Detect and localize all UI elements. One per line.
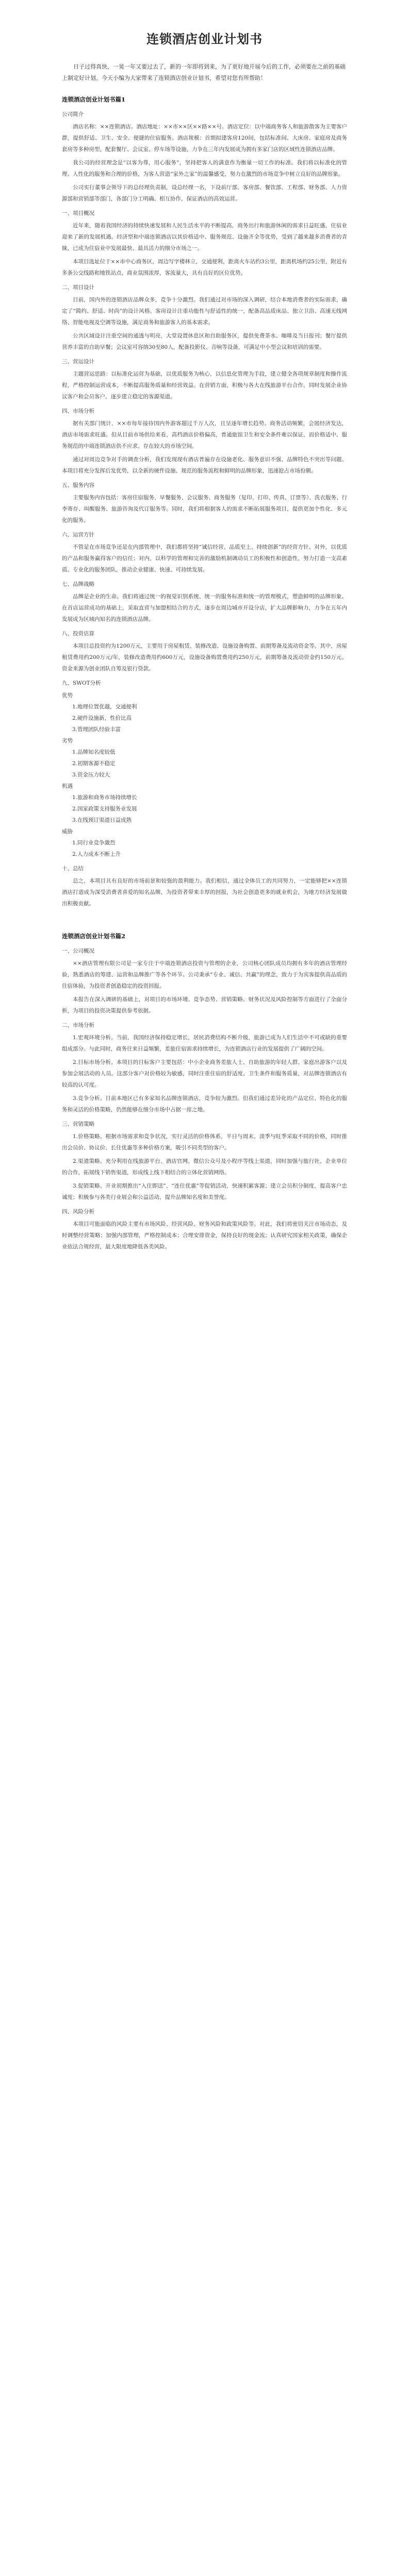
body-paragraph: 目前，国内外的连锁酒店品牌众多，竞争十分激烈。我们通过对市场的深入调研，结合本地消费者的实际需求，确定了“简约、舒适、时尚”的设计风格。客房设计注重功能性与舒适性的统一，配备高品质床品、独立卫浴、高速无线网络、智能电视及空调等设施，满足商务和旅游客人的基本需求。 xyxy=(62,297,347,326)
document-title: 连锁酒店创业计划书 xyxy=(146,31,263,46)
body-paragraph: 2.渠道策略。充分利用在线旅游平台、酒店官网、微信公众号及小程序等线上渠道，同时加强与旅行社、企业单位的合作，拓展线下销售渠道，形成线上线下相结合的立体化营销网络。 xyxy=(62,1158,347,1176)
body-paragraph: 3.竞争分析。目前本地区已有多家知名品牌连锁酒店，竞争较为激烈。但我们通过差异化的产品定位、特色化的服务和灵活的价格策略，仍然能够在细分市场中占据一席之地。 xyxy=(62,1095,347,1113)
list-item: 2.国家政策支持服务业发展 xyxy=(72,806,137,812)
plan-section xyxy=(62,95,347,909)
list-item: 1.旅游和商务市场持续增长 xyxy=(72,794,137,801)
list-item: 1.同行业竞争激烈 xyxy=(72,840,116,846)
list-item: 1.地理位置优越，交通便利 xyxy=(72,704,137,710)
list-item: 3.资金压力较大 xyxy=(72,772,110,778)
section-heading: 一、公司概况 xyxy=(62,948,94,954)
list-item: 3.在线预订渠道日益成熟 xyxy=(72,817,132,823)
list-item: 优势 xyxy=(62,692,73,699)
body-paragraph: 通过对周边竞争对手的调查分析，我们发现现有酒店普遍存在设施老化、服务意识不强、品牌特色不突出等问题。本项目将充分发挥后发优势，以全新的硬件设施、规范的服务流程和鲜明的品牌形象，迅速抢占市场份额。 xyxy=(62,456,347,474)
body-paragraph: ××酒店管理有限公司是一家专注于中端连锁酒店投资与管理的企业，公司核心团队成员均拥有多年的酒店管理经验，熟悉酒店的筹建、运营和品牌推广等各个环节。公司秉承“专业、诚信、共赢”的理念，致力于为宾客提供高品质的住宿体验，为投资者创造稳定的投资回报。 xyxy=(62,960,347,989)
body-paragraph: 主题营运思路：以标准化运营为基础，以优质服务为核心，以信息化管理为手段，建立健全各项规章制度和操作流程，严格控制运营成本，不断提高服务质量和经营效益。在营销方面，积极与各大在线旅游平台合作，同时发展企业协议客户和会员客户，逐步建立稳定的客源渠道。 xyxy=(62,371,347,400)
intro-paragraph: 日子过得真快，一晃一年又要过去了，新的一年即将到来，为了更好地开展今后的工作，必须要在之前的基础上制定好计划。今天小编为大家带来了连锁酒店创业计划书，希望对您有所帮助！ xyxy=(62,63,346,81)
list-item: 2.人力成本不断上升 xyxy=(72,851,121,857)
body-paragraph: 本报告在深入调研的基础上，对项目的市场环境、竞争态势、营销策略、财务状况及风险控制等方面进行了全面分析，为项目的投资决策提供参考依据。 xyxy=(62,996,347,1014)
section-gap xyxy=(62,911,347,925)
section-heading: 三、营运设计 xyxy=(62,359,94,365)
list-item: 机遇 xyxy=(62,783,73,789)
section-title: 连锁酒店创业计划书篇2 xyxy=(62,933,126,940)
body-paragraph: 本项目可能面临的风险主要有市场风险、经营风险、财务风险和政策风险等。对此，我们将密切关注市场动态，及时调整经营策略；加强内部管理，严格控制成本；合理安排资金，保持良好的现金流；认真研究国家相关政策，确保企业依法合规经营，最大限度地降低各类风险。 xyxy=(62,1221,347,1250)
body-paragraph: 不管是在市场竞争还是在内部管理中，我们都将坚持“诚信经营、品质至上、持续创新”的经营方针。对外，以优质的产品和服务赢得客户的信任；对内，以科学的管理和完善的激励机制调动员工的积极性和创造性，努力打造一支高素质、专业化的服务团队，推动企业健康、快速、可持续发展。 xyxy=(62,544,347,573)
section-heading: 二、市场分析 xyxy=(62,1022,94,1028)
plan-section xyxy=(62,932,347,1252)
body-paragraph: 2.目标市场分析。本项目的目标客户主要包括：中小企业商务差旅人士、自助旅游的年轻人群、家庭出游客户以及参加会展活动的人员。这部分客户对价格较为敏感，同时注重住宿的舒适度、卫生条件和服务质量，对品牌连锁酒店有较高的认可度。 xyxy=(62,1059,347,1088)
body-paragraph: 近年来，随着我国经济的持续快速发展和人民生活水平的不断提高，商务出行和旅游休闲的需求日益旺盛，住宿业迎来了新的发展机遇。经济型和中端连锁酒店以其价格适中、服务规范、设施齐全等优势，受到了越来越多消费者的青睐，已成为住宿业中发展最快、最具活力的细分市场之一。 xyxy=(62,223,347,251)
section-title: 连锁酒店创业计划书篇1 xyxy=(62,96,126,103)
list-item: 2.硬件设施新，性价比高 xyxy=(72,715,132,721)
body-paragraph: 总之，本项目具有良好的市场前景和较强的盈利能力。我们相信，通过全体员工的共同努力，一定能够把××连锁酒店打造成为深受消费者喜爱的知名品牌，为投资者带来丰厚的回报，为社会创造更多的就业机会，为地方经济发展做出积极贡献。 xyxy=(62,878,347,907)
document-body xyxy=(62,95,347,1252)
section-heading: 四、风险分析 xyxy=(62,1209,94,1215)
body-paragraph: 3.促销策略。开业初期推出“入住即送”、“连住优惠”等促销活动，快速积累客源；建立会员积分制度，提高客户忠诚度；积极参与各类行业展会和公益活动，提升品牌知名度和美誉度。 xyxy=(62,1183,347,1200)
section-heading: 五、服务内容 xyxy=(62,482,94,488)
section-heading: 六、运营方针 xyxy=(62,532,94,538)
list-item: 3.管理团队经验丰富 xyxy=(72,726,121,733)
section-heading: 八、投资估算 xyxy=(62,631,94,637)
section-heading: 九、SWOT分析 xyxy=(62,680,101,686)
section-heading: 三、营销策略 xyxy=(62,1121,94,1127)
body-paragraph: 主要服务内容包括：客房住宿服务、早餐服务、会议服务、商务服务（复印、打印、传真、订票等）、洗衣服务、行李寄存、叫醒服务、旅游咨询及代订服务等。同时，我们将根据客人的需求不断拓展服务项目，提供更加个性化、多元化的服务。 xyxy=(62,495,347,523)
list-item: 威胁 xyxy=(62,828,73,835)
body-paragraph: 我公司的经营理念是“以客为尊，用心服务”，坚持把客人的满意作为衡量一切工作的标准。我们将以标准化的管理、人性化的服务和合理的价格，为客人营造“家外之家”的温馨感受，努力在激烈的市场竞争中树立良好的品牌形象。 xyxy=(62,160,347,177)
section-heading: 十、总结 xyxy=(62,866,84,872)
section-heading: 公司简介 xyxy=(62,111,84,117)
body-paragraph: 本项目总投资约为1200万元，主要用于房屋租赁、装修改造、设施设备购置、前期筹备及流动资金等。其中，房屋租赁费用约200万元/年，装修改造费用约600万元，设施设备购置费用约250万元，前期筹备及流动资金约150万元。资金来源为创业团队自筹及银行贷款。 xyxy=(62,643,347,672)
body-paragraph: 据有关部门统计，××市每年接待国内外游客超过千万人次，且呈逐年增长趋势。商务活动频繁，会展经济发达，酒店市场需求旺盛。但从目前市场供给来看，高档酒店价格偏高，普通旅馆卫生和安全条件难以保证，而价格适中、服务规范的中端连锁酒店供不应求，存在较大的市场空间。 xyxy=(62,420,347,449)
section-heading: 一、项目概况 xyxy=(62,210,94,216)
list-item: 2.初期客源不稳定 xyxy=(72,760,116,767)
section-heading: 四、市场分析 xyxy=(62,408,94,414)
body-paragraph: 本项目选址位于××市中心商务区，周边写字楼林立，交通便利，距离火车站约3公里，距离机场约25公里，附近有多条公交线路和地铁站点，商业氛围浓厚，客流量大，具有良好的区位优势。 xyxy=(62,259,347,276)
section-heading: 二、项目设计 xyxy=(62,284,94,291)
body-paragraph: 公司实行董事会领导下的总经理负责制，设总经理一名，下设前厅部、客房部、餐饮部、工程部、财务部、人力资源部和营销部等部门，各部门分工明确、相互协作，保证酒店的高效运营。 xyxy=(62,184,347,202)
body-paragraph: 公共区域设计注重空间的通透与明亮，大堂设置休息区和自助服务区，提供免费茶水、咖啡及当日报刊；餐厅提供营养丰富的自助早餐；会议室可容纳30至80人，配备投影仪、音响等设备，可满足中小型会议和培训的需要。 xyxy=(62,333,347,350)
body-paragraph: 品牌是企业的生命。我们将通过统一的视觉识别系统、统一的服务标准和统一的管理模式，塑造鲜明的品牌形象。在首店运营成功的基础上，采取直营与加盟相结合的方式，逐步在周边城市开设分店，扩大品牌影响力，力争在五年内发展成为区域内知名的连锁酒店品牌。 xyxy=(62,594,347,622)
section-heading: 七、品牌战略 xyxy=(62,581,94,587)
body-paragraph: 酒店名称：××连锁酒店。酒店地址：××市××区××路××号。酒店定位：以中端商务客人和旅游散客为主要客户群，提供舒适、卫生、安全、便捷的住宿服务。酒店规模：首期拟建客房120间，包括标准间、大床房、家庭房及商务套房等多种房型，配套餐厅、会议室、停车场等设施，力争在三年内发展成为拥有多家门店的区域性连锁酒店品牌。 xyxy=(62,124,347,152)
body-paragraph: 1.价格策略。根据市场需求和竞争状况，实行灵活的价格体系，平日与周末、淡季与旺季采取不同的价格，同时推出会员价、协议价、长住优惠等多种价格方案，吸引不同类型的客户。 xyxy=(62,1133,347,1151)
body-paragraph: 1.宏观环境分析。当前，我国经济保持稳定增长，居民消费结构不断升级，旅游已成为人们生活中不可或缺的重要组成部分。与此同时，商务往来日益频繁，差旅住宿需求持续增长，为连锁酒店行业的发展提供了广阔的空间。 xyxy=(62,1035,347,1052)
list-item: 劣势 xyxy=(62,738,73,744)
list-item: 1.品牌知名度较低 xyxy=(72,749,116,755)
